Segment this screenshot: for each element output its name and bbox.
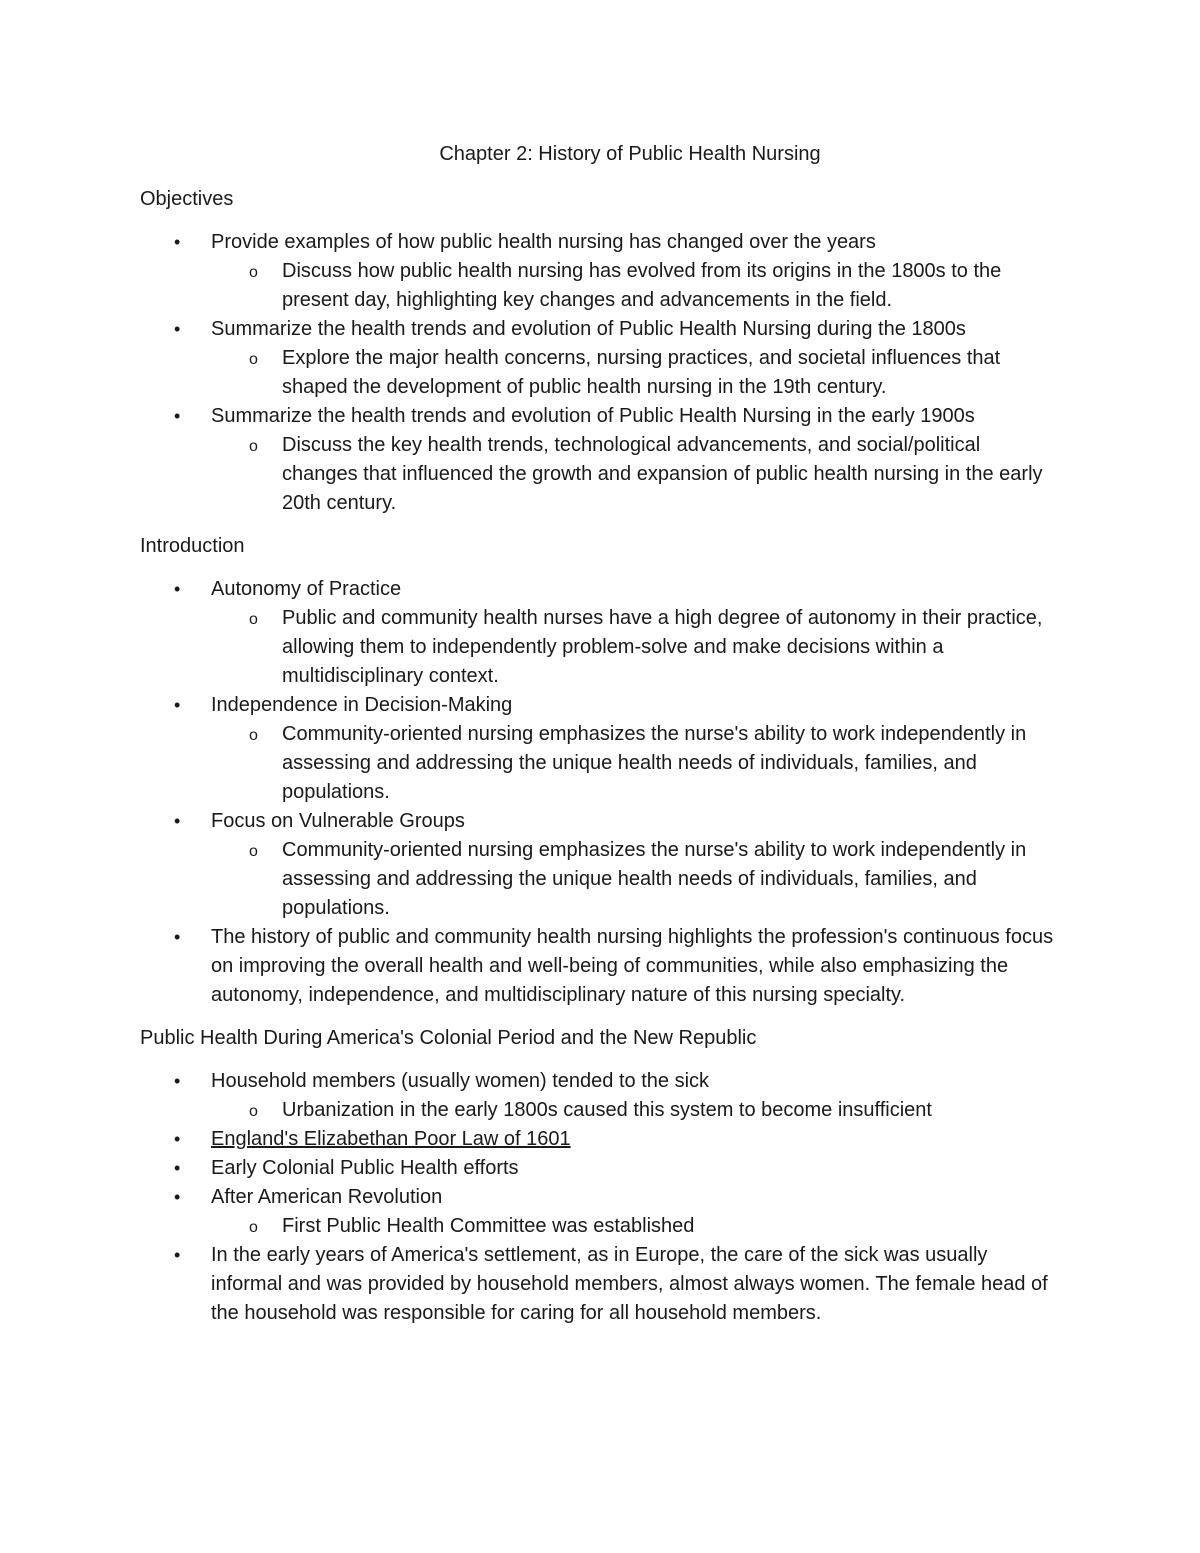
sub-list <box>211 604 1060 691</box>
bullet-icon: • <box>174 1187 181 1207</box>
list-item <box>140 807 1060 923</box>
bullet-icon: • <box>174 232 181 252</box>
sub-list-item <box>211 836 1060 923</box>
list-item <box>140 923 1060 1010</box>
bullet-icon: • <box>174 1158 181 1178</box>
sub-list <box>211 1096 1060 1125</box>
list-item-text: Household members (usually women) tended to the sick <box>211 1070 710 1092</box>
objectives-list <box>140 228 1060 518</box>
list-item-text: Summarize the health trends and evolution of Public Health Nursing in the early 1900s <box>211 405 975 427</box>
list-item <box>140 691 1060 807</box>
bullet-icon: • <box>174 1071 181 1091</box>
sub-list-item <box>211 344 1060 402</box>
sub-bullet-icon: o <box>249 1219 258 1236</box>
list-item-text: After American Revolution <box>211 1186 443 1208</box>
sub-list-item <box>211 1212 1060 1241</box>
bullet-icon: • <box>174 1129 181 1149</box>
list-item <box>140 1183 1060 1241</box>
list-item <box>140 1154 1060 1183</box>
list-item <box>140 575 1060 691</box>
list-item <box>140 1125 1060 1154</box>
sub-list-item <box>211 1096 1060 1125</box>
section-heading-colonial-period: Public Health During America's Colonial Period and the New Republic <box>140 1027 757 1049</box>
sub-list-item <box>211 720 1060 807</box>
list-item <box>140 1067 1060 1125</box>
sub-list <box>211 1212 1060 1241</box>
list-item-text: The history of public and community health nursing highlights the profession's continuous focus on improving the overall health and well-being of communities, while also emphasizing the autonomy, independence, and multidisciplinary nature of this nursing specialty. <box>211 926 1054 1006</box>
bullet-icon: • <box>174 579 181 599</box>
bullet-icon: • <box>174 695 181 715</box>
sub-bullet-icon: o <box>249 611 258 628</box>
sub-list-item-text: Community-oriented nursing emphasizes the nurse's ability to work independently in assessing and addressing the unique health needs of individuals, families, and populations. <box>282 723 1027 803</box>
sub-bullet-icon: o <box>249 843 258 860</box>
section-heading-objectives: Objectives <box>140 188 234 210</box>
colonial-list <box>140 1067 1060 1328</box>
sub-bullet-icon: o <box>249 438 258 455</box>
sub-list-item <box>211 257 1060 315</box>
bullet-icon: • <box>174 927 181 947</box>
list-item <box>140 1241 1060 1328</box>
sub-list-item-text: Urbanization in the early 1800s caused this system to become insufficient <box>282 1099 932 1121</box>
sub-bullet-icon: o <box>249 727 258 744</box>
sub-list <box>211 836 1060 923</box>
list-item-text: In the early years of America's settlement, as in Europe, the care of the sick was usually informal and was provided by household members, almost always women. The female head of the household was responsible for caring for all household members. <box>211 1244 1048 1324</box>
list-item-text: Independence in Decision-Making <box>211 694 513 716</box>
sub-bullet-icon: o <box>249 1103 258 1120</box>
sub-list-item-text: Discuss the key health trends, technological advancements, and social/political changes that influenced the growth and expansion of public health nursing in the early 20th century. <box>282 434 1043 514</box>
document-title: Chapter 2: History of Public Health Nursing <box>439 143 821 165</box>
sub-list-item-text: Discuss how public health nursing has evolved from its origins in the 1800s to the present day, highlighting key changes and advancements in the field. <box>282 260 1002 311</box>
bullet-icon: • <box>174 1245 181 1265</box>
list-item-text: Summarize the health trends and evolution of Public Health Nursing during the 1800s <box>211 318 966 340</box>
list-item-text: Provide examples of how public health nursing has changed over the years <box>211 231 876 253</box>
list-item <box>140 402 1060 518</box>
introduction-list <box>140 575 1060 1010</box>
sub-list-item-text: Public and community health nurses have a high degree of autonomy in their practice, allowing them to independently problem-solve and make decisions within a multidisciplinary context. <box>282 607 1043 687</box>
sub-list <box>211 344 1060 402</box>
sub-list-item-text: Community-oriented nursing emphasizes the nurse's ability to work independently in assessing and addressing the unique health needs of individuals, families, and populations. <box>282 839 1027 919</box>
list-item <box>140 228 1060 315</box>
section-heading-introduction: Introduction <box>140 535 245 557</box>
sub-list-item-text: Explore the major health concerns, nursing practices, and societal influences that shaped the development of public health nursing in the 19th century. <box>282 347 1001 398</box>
sub-list-item-text: First Public Health Committee was established <box>282 1215 695 1237</box>
sub-list <box>211 257 1060 315</box>
list-item-text: Autonomy of Practice <box>211 578 402 600</box>
sub-bullet-icon: o <box>249 264 258 281</box>
bullet-icon: • <box>174 811 181 831</box>
list-item-text: Early Colonial Public Health efforts <box>211 1157 519 1179</box>
sub-bullet-icon: o <box>249 351 258 368</box>
bullet-icon: • <box>174 406 181 426</box>
list-item <box>140 315 1060 402</box>
sub-list-item <box>211 604 1060 691</box>
sub-list <box>211 720 1060 807</box>
poor-law-link-text[interactable]: England's Elizabethan Poor Law of 1601 <box>211 1128 571 1150</box>
sub-list-item <box>211 431 1060 518</box>
list-item-text: Focus on Vulnerable Groups <box>211 810 465 832</box>
sub-list <box>211 431 1060 518</box>
bullet-icon: • <box>174 319 181 339</box>
